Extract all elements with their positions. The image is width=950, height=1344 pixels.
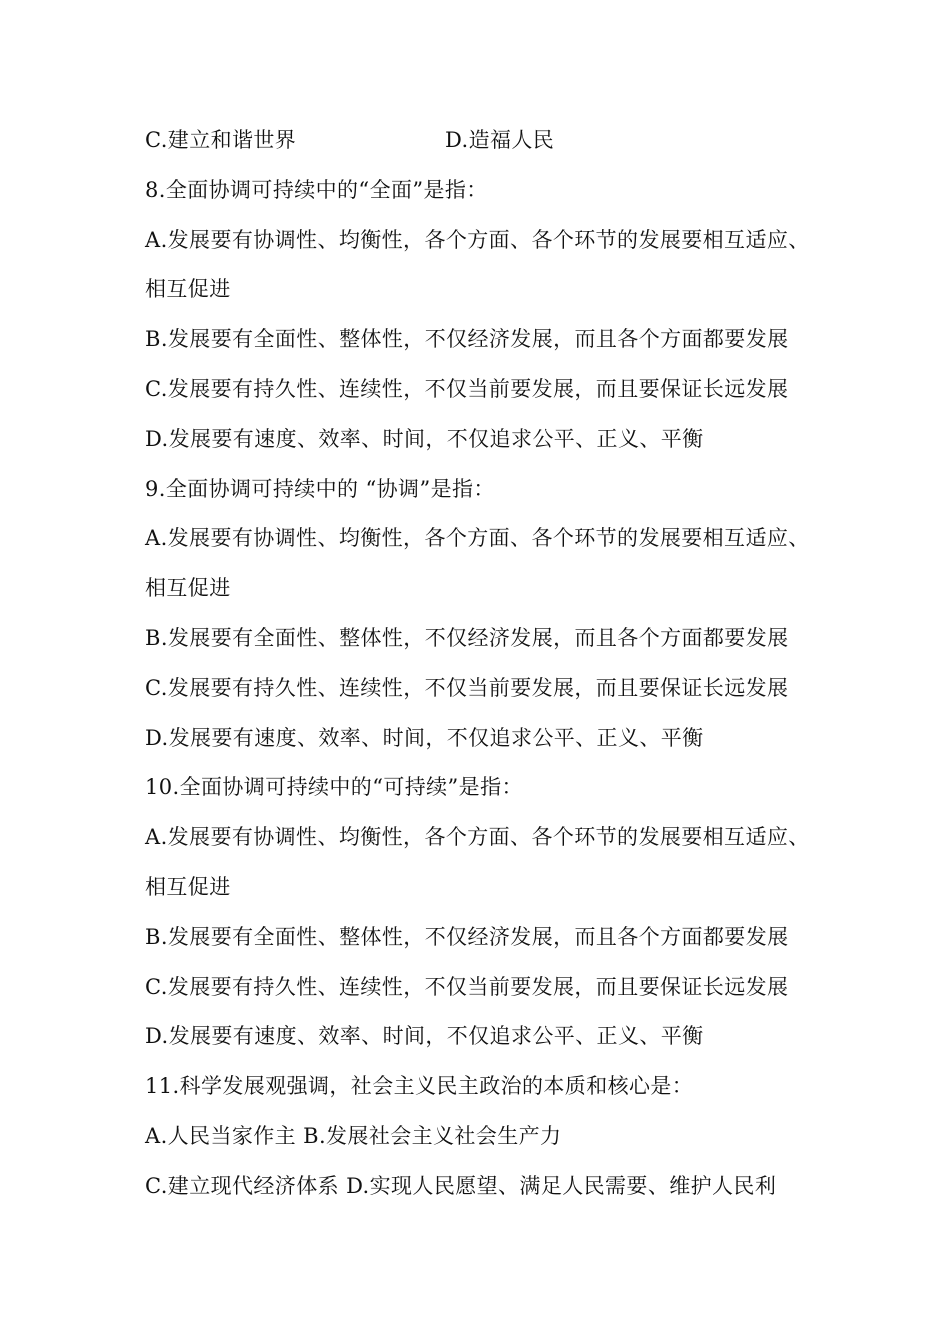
q8-stem: 8.全面协调可持续中的“全面”是指：	[145, 177, 488, 202]
q10-stem: 10.全面协调可持续中的“可持续”是指：	[145, 775, 523, 800]
q8-option-b: B.发展要有全面性、整体性，不仅经济发展，而且各个方面都要发展	[145, 327, 789, 352]
q9-option-a: A.发展要有协调性、均衡性，各个方面、各个环节的发展要相互适应、	[145, 526, 810, 551]
q9-option-b: B.发展要有全面性、整体性，不仅经济发展，而且各个方面都要发展	[145, 625, 789, 650]
q8-option-a-continued: 相互促进	[145, 277, 231, 302]
q7-option-c: C.建立和谐世界	[145, 128, 297, 152]
q10-option-a: A.发展要有协调性、均衡性，各个方面、各个环节的发展要相互适应、	[145, 825, 810, 850]
q10-option-b: B.发展要有全面性、整体性，不仅经济发展，而且各个方面都要发展	[145, 924, 789, 949]
q10-option-a-continued: 相互促进	[145, 874, 231, 899]
document-page	[145, 122, 825, 1218]
q8-option-d: D.发展要有速度、效率、时间，不仅追求公平、正义、平衡	[145, 426, 704, 451]
q7-options-cd	[145, 122, 825, 172]
q9-stem: 9.全面协调可持续中的 “协调”是指：	[145, 476, 495, 501]
q7-option-d: D.造福人民	[445, 128, 555, 152]
q11-stem: 11.科学发展观强调，社会主义民主政治的本质和核心是：	[145, 1074, 694, 1099]
q8-option-c: C.发展要有持久性、连续性，不仅当前要发展，而且要保证长远发展	[145, 376, 789, 401]
q10-option-c: C.发展要有持久性、连续性，不仅当前要发展，而且要保证长远发展	[145, 974, 789, 999]
q9-option-a-continued: 相互促进	[145, 576, 231, 601]
q9-option-c: C.发展要有持久性、连续性，不仅当前要发展，而且要保证长远发展	[145, 675, 789, 700]
q11-options-ab: A.人民当家作主 B.发展社会主义社会生产力	[145, 1123, 562, 1148]
q10-option-d: D.发展要有速度、效率、时间，不仅追求公平、正义、平衡	[145, 1024, 704, 1049]
q11-options-cd: C.建立现代经济体系 D.实现人民愿望、满足人民需要、维护人民利	[145, 1173, 777, 1198]
q8-option-a: A.发展要有协调性、均衡性，各个方面、各个环节的发展要相互适应、	[145, 227, 810, 252]
q9-option-d: D.发展要有速度、效率、时间，不仅追求公平、正义、平衡	[145, 725, 704, 750]
